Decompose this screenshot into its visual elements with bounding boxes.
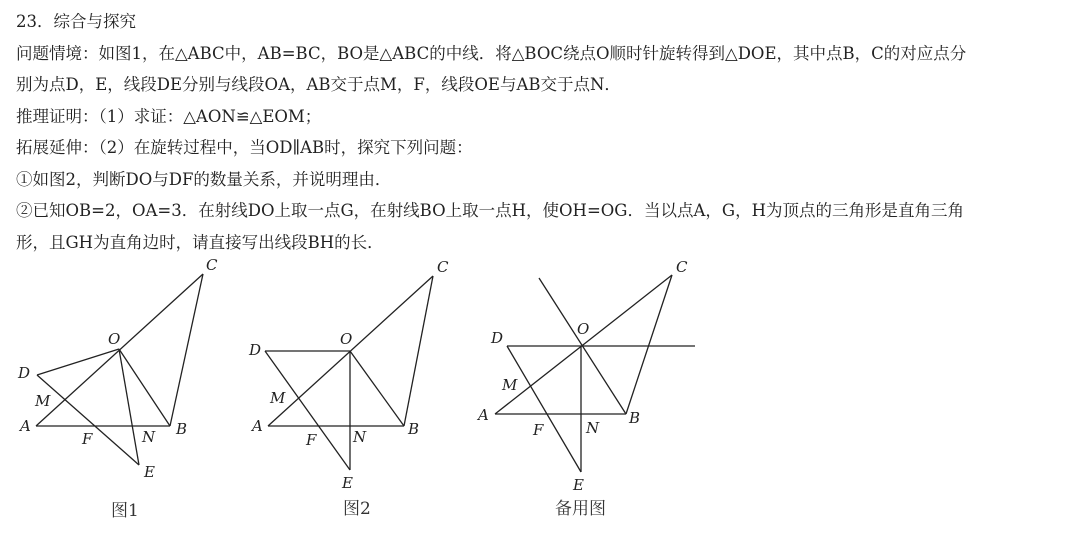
backup-figure-diagram <box>470 250 710 494</box>
part-1-prompt: 推理证明：（1）求证：△AON≌△EOM； <box>16 106 322 126</box>
part-2-question-1: ①如图2，判断DO与DF的数量关系，并说明理由． <box>16 169 392 189</box>
label-d: D <box>249 341 262 359</box>
label-a: A <box>252 417 263 435</box>
segment-ob <box>350 351 404 426</box>
label-m: M <box>35 392 51 410</box>
segment-de <box>265 351 350 470</box>
segment-ac <box>495 275 672 414</box>
label-n: N <box>586 419 600 437</box>
label-b: B <box>176 420 188 438</box>
segment-ob <box>119 349 170 426</box>
label-o: O <box>108 330 121 348</box>
part-2-prompt: 拓展延伸：（2）在旋转过程中，当OD∥AB时，探究下列问题： <box>16 138 473 157</box>
segment-de <box>37 375 139 465</box>
label-e: E <box>573 476 584 494</box>
segment-bc <box>626 275 672 414</box>
scenario-line-2: 别为点D，E，线段DE分别与线段OA，AB交于点M，F，线段OE与AB交于点N． <box>16 75 621 94</box>
label-a: A <box>20 417 31 435</box>
label-f: F <box>306 431 317 449</box>
figure-1-diagram <box>0 250 260 490</box>
label-d: D <box>18 364 31 382</box>
label-c: C <box>437 258 449 276</box>
part-2-question-2-line-1: ②已知OB=2，OA=3．在射线DO上取一点G，在射线BO上取一点H，使OH=OG．当以点A，G，H为顶点的三角形是直角三角 <box>16 201 964 220</box>
label-n: N <box>353 428 367 446</box>
label-c: C <box>206 256 218 274</box>
label-o: O <box>340 330 353 348</box>
label-a: A <box>478 406 489 424</box>
label-n: N <box>142 428 156 446</box>
figure-2-caption: 图2 <box>343 499 371 519</box>
backup-figure-caption: 备用图 <box>555 499 606 519</box>
label-b: B <box>408 420 420 438</box>
figure-1-caption: 图1 <box>111 501 139 521</box>
problem-header: 23．综合与探究 <box>16 12 136 31</box>
label-f: F <box>533 421 544 439</box>
label-m: M <box>502 376 518 394</box>
label-f: F <box>82 430 93 448</box>
label-b: B <box>629 409 641 427</box>
label-m: M <box>270 389 286 407</box>
part-2-question-2-line-2: 形，且GH为直角边时，请直接写出线段BH的长． <box>16 232 384 252</box>
label-e: E <box>342 474 353 492</box>
scenario-line-1: 问题情境：如图1，在△ABC中，AB=BC，BO是△ABC的中线．将△BOC绕点O顺时针旋转得到△DOE，其中点B，C的对应点分 <box>16 43 967 63</box>
segment-bc <box>170 274 203 426</box>
label-c: C <box>676 258 688 276</box>
label-d: D <box>491 329 504 347</box>
label-e: E <box>144 463 155 481</box>
figure-2-diagram <box>240 250 470 490</box>
segment-oe <box>119 349 139 465</box>
label-o: O <box>577 320 590 338</box>
problem-text <box>16 6 1071 258</box>
segment-de <box>507 346 581 472</box>
